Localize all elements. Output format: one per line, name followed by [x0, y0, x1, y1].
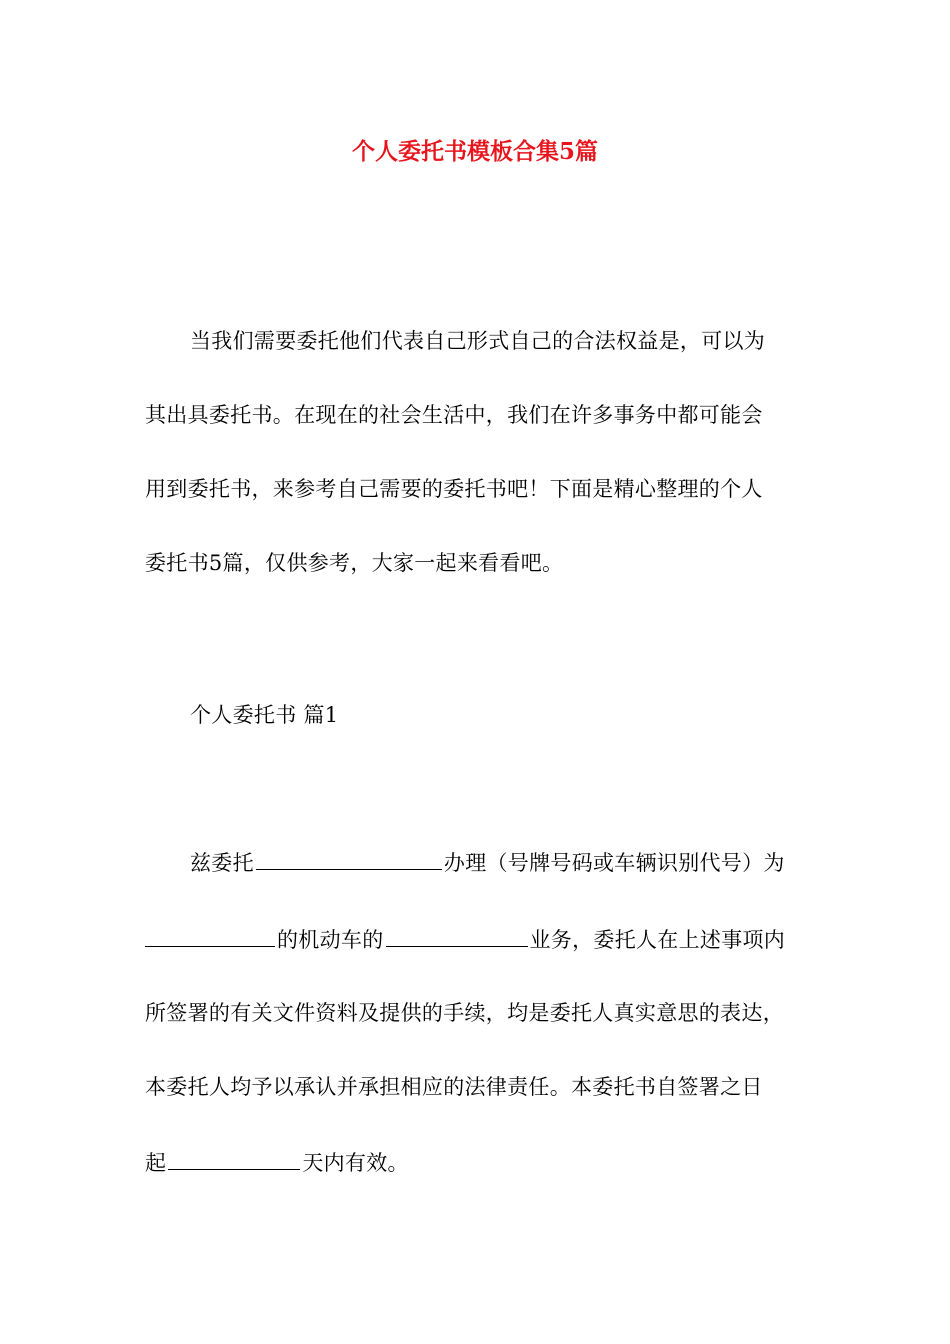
- intro-line-3: 用到委托书，来参考自己需要的委托书吧！下面是精心整理的个人: [145, 477, 763, 501]
- body-text: 起: [145, 1151, 167, 1175]
- intro-line-4: 委托书5篇，仅供参考，大家一起来看看吧。: [145, 551, 564, 575]
- body-line-5: [145, 1148, 409, 1178]
- blank-field-business[interactable]: [386, 926, 528, 947]
- intro-line-1: 当我们需要委托他们代表自己形式自己的合法权益是，可以为: [190, 329, 766, 353]
- body-text: 业务，委托人在上述事项内: [529, 928, 786, 952]
- blank-field-days[interactable]: [168, 1149, 300, 1170]
- section-heading: 个人委托书 篇1: [190, 703, 339, 727]
- intro-line-2: 其出具委托书。在现在的社会生活中，我们在许多事务中都可能会: [145, 403, 763, 427]
- body-text: 的机动车的: [277, 928, 384, 952]
- body-line-1: [190, 848, 785, 878]
- body-line-4: 本委托人均予以承认并承担相应的法律责任。本委托书自签署之日: [145, 1075, 763, 1099]
- document-title: 个人委托书模板合集5篇: [351, 138, 598, 165]
- blank-field-plate[interactable]: [145, 926, 275, 947]
- blank-field-agent[interactable]: [256, 849, 442, 870]
- body-text: 兹委托: [190, 851, 254, 875]
- body-text: 办理（号牌号码或车辆识别代号）为: [443, 851, 785, 875]
- body-text: 天内有效。: [302, 1151, 409, 1175]
- body-line-3: 所签署的有关文件资料及提供的手续，均是委托人真实意思的表达，: [145, 1001, 784, 1025]
- body-line-2: [145, 925, 785, 955]
